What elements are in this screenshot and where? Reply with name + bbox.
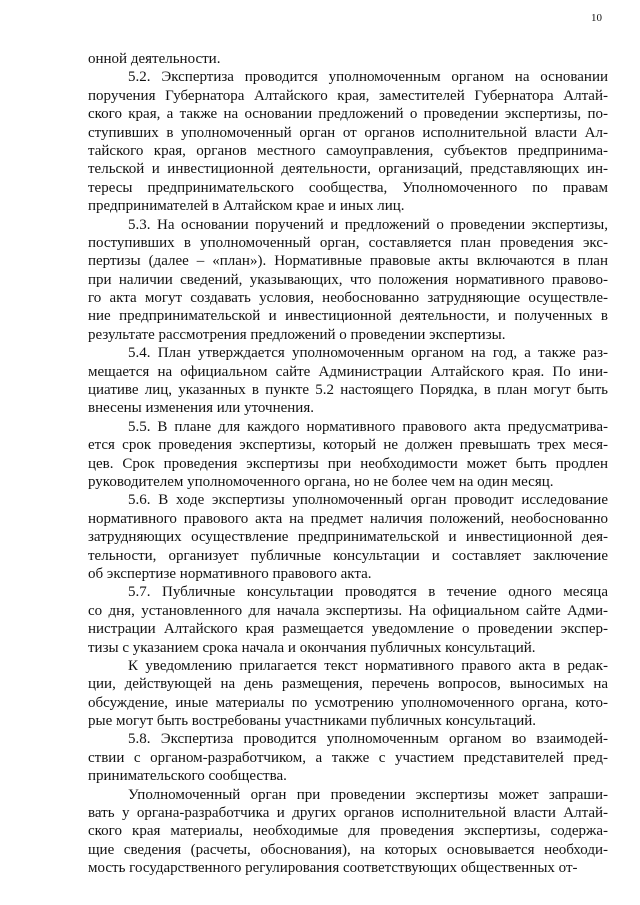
text-line: ского края, а также на основании предложений о проведении экспертизы, по- [88,106,608,123]
text-line: внесены изменения или уточнения. [88,400,314,417]
text-line: го акта могут создавать условия, необоснованно затрудняющие осуществле- [88,290,608,307]
text-line: 5.6. В ходе экспертизы уполномоченный орган проводит исследование [128,492,608,509]
text-line: 5.2. Экспертиза проводится уполномоченным органом на основании [128,69,608,86]
text-line: ции, действующей на день размещения, перечень вопросов, выносимых на [88,676,608,693]
text-line: принимательского сообщества. [88,768,287,785]
text-line: руководителем уполномоченного органа, но не более чем на один месяц. [88,473,554,490]
text-line: рые могут быть востребованы участниками публичных консультаций. [88,713,537,730]
text-line: ние предпринимательской и инвестиционной деятельности, и полученных в [88,308,608,325]
text-line: предпринимателей в Алтайском крае и иных лиц. [88,198,405,215]
text-line: результате рассмотрения предложений о проведении экспертизы. [88,326,506,343]
document-body [88,50,608,878]
text-line: 5.3. На основании поручений и предложений о проведении экспертизы, [128,216,608,233]
text-line: при наличии сведений, указывающих, что положения нормативного правово- [88,271,608,288]
paragraph [88,583,608,657]
paragraph [88,216,608,345]
text-line: вать у органа-разработчика и других органов исполнительной власти Алтай- [88,805,608,822]
text-line: щие сведения (расчеты, обоснования), на которых основывается необходи- [88,841,608,858]
text-line: цев. Срок проведения экспертизы при необходимости может быть продлен [88,455,608,472]
text-line: тизы с указанием срока начала и окончания публичных консультаций. [88,639,536,656]
text-line: тайского края, органов местного самоуправления, субъектов предпринима- [88,142,608,159]
text-line: обсуждение, иные материалы по усмотрению уполномоченного органа, кото- [88,694,608,711]
paragraph [88,68,608,215]
text-line: ского края материалы, необходимые для проведения экспертизы, содержа- [88,823,608,840]
text-line: тельской и инвестиционной деятельности, организаций, представляющих ин- [88,161,608,178]
text-line: ствии с органом-разработчиком, а также с участием представителей пред- [88,749,608,766]
text-line: мость государственного регулирования соответствующих общественных от- [88,860,578,877]
text-line: поступивших в уполномоченный орган, составляется план проведения экс- [88,234,608,251]
paragraph [88,491,608,583]
text-line: нормативного правового акта на предмет наличия положений, необоснованно [88,510,608,527]
text-line: об экспертизе нормативного правового акта. [88,565,372,582]
paragraph [88,786,608,878]
text-line: К уведомлению прилагается текст нормативного правого акта в редак- [128,657,608,674]
text-line: Уполномоченный орган при проведении экспертизы может запраши- [128,786,608,803]
text-line: онной деятельности. [88,51,221,67]
text-line: циативе лиц, указанных в пункте 5.2 настоящего Порядка, в план могут быть [88,382,608,399]
text-line: нистрации Алтайского края размещается уведомление о проведении экспер- [88,621,608,638]
paragraph [88,730,608,785]
text-line: 5.7. Публичные консультации проводятся в течение одного месяца [128,584,608,601]
text-line: 5.5. В плане для каждого нормативного правового акта предусматрива- [128,418,608,435]
paragraph [88,657,608,731]
text-line: мещается на официальном сайте Администрации Алтайского края. По ини- [88,363,608,380]
text-line: ется срок проведения экспертизы, который не должен превышать трех меся- [88,437,608,454]
paragraph [88,344,608,418]
text-line: поручения Губернатора Алтайского края, заместителей Губернатора Алтай- [88,87,608,104]
text-line: со дня, установленного для начала экспертизы. На официальном сайте Адми- [88,602,608,619]
text-line: 5.8. Экспертиза проводится уполномоченным органом во взаимодей- [128,731,608,748]
text-line: ступивших в уполномоченный орган от органов исполнительной власти Ал- [88,124,608,141]
text-line: тересы предпринимательского сообщества, Уполномоченного по правам [88,179,608,196]
paragraph [88,50,608,68]
text-line: пертизы (далее – «план»). Нормативные правовые акты включаются в план [88,253,608,270]
page-number: 10 [591,12,602,24]
text-line: 5.4. План утверждается уполномоченным органом на год, а также раз- [128,345,608,362]
text-line: тельности, организует публичные консультации и составляет заключение [88,547,608,564]
text-line: затрудняющих осуществление предпринимательской и инвестиционной дея- [88,529,608,546]
paragraph [88,418,608,492]
